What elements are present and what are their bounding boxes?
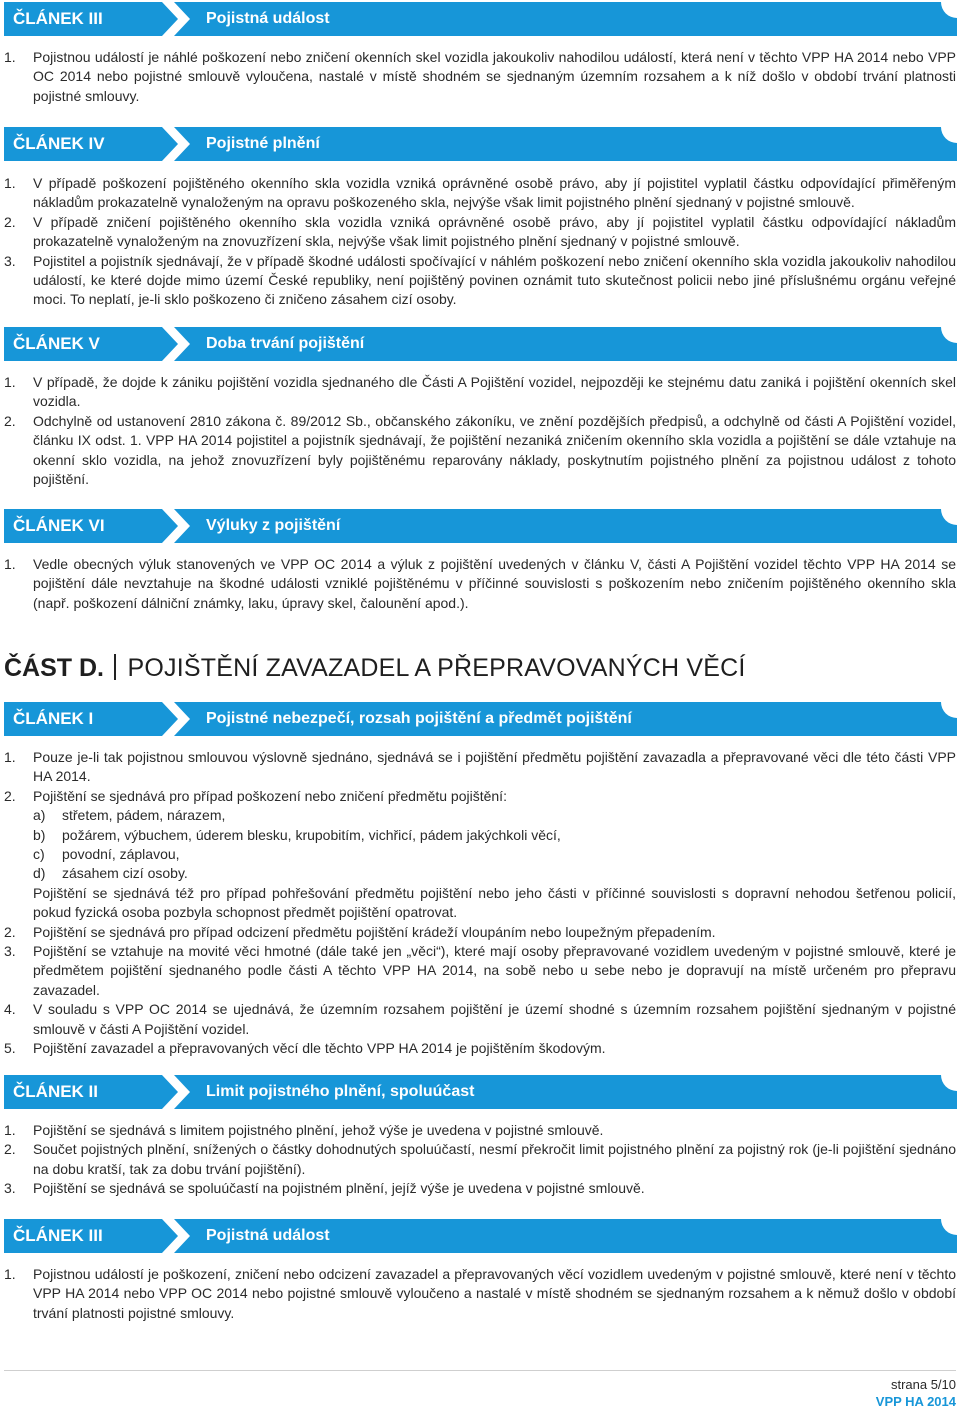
article-label: ČLÁNEK III xyxy=(13,9,103,28)
item-text: Pojištění zavazadel a přepravovaných věcí dle těchto VPP HA 2014 je pojištěním škodovým. xyxy=(33,1040,606,1057)
header-corner xyxy=(941,702,957,718)
item-text: Vedle obecných výluk stanovených ve VPP OC 2014 a výluk z pojištění uvedených v článku V, části A Pojištění vozidel těchto VPP HA 2014 se pojištění dále nevztahuje na škodné události vzniklé pojištěnému v příčinné souvislosti s poškozením nebo zničením pojištěného okenního skla (např. poškození dálniční známky, laku, úpravy skel, čalounění apod.). xyxy=(33,556,956,611)
item-text: Pojištění se sjednává s limitem pojistného plnění, jehož výše je uvedena v pojistné smlouvě. xyxy=(33,1122,604,1138)
sub-item-text: požárem, výbuchem, úderem blesku, krupobitím, vichřicí, pádem jakýchkoli věcí, xyxy=(62,826,561,843)
article-label: ČLÁNEK I xyxy=(13,709,94,728)
item-text: Pojistnou událostí je poškození, zničení nebo odcizení zavazadel a přepravovaných věcí vozidlem uvedeným v pojistné smlouvě, které není v těchto VPP HA 2014 nebo VPP OC 2014 nebo pojistné smlouvě vyloučeno a nastalé v místě shodném se sjednaným rozsahem a k němuž došlo v období trvání platnosti pojistné smlouvy. xyxy=(33,1266,956,1321)
paragraph-note: Pojištění se sjednává též pro případ pohřešování předmětu pojištění nebo jeho části v příčinné souvislosti s dopravní nehodou šetřenou policií, pokud fyzická osoba pozbyla schopnost předmět pojištění opatrovat. xyxy=(33,884,956,921)
chevron-separator-icon xyxy=(162,1219,192,1253)
sub-item xyxy=(4,806,956,825)
item-text: V případě poškození pojištěného okenního skla vozidla vzniká oprávněné osobě právo, aby jí pojistitel vyplatil částku odpovídající přiměřeným nákladům prokazatelně vynaloženým na opravu poškozeného skla, nejvýše však limit pojistného plnění sjednaný v pojistné smlouvě. xyxy=(33,175,956,211)
article-title: Doba trvání pojištění xyxy=(206,335,365,352)
sub-item-text: zásahem cizí osoby. xyxy=(62,865,188,882)
article-label: ČLÁNEK II xyxy=(13,1082,98,1101)
article-body xyxy=(4,555,956,613)
list-item xyxy=(4,373,956,412)
item-text: Součet pojistných plnění, snížených o částky dohodnutých spoluúčastí, nesmí překročit limit pojistného plnění za pojistný rok (je-li pojištění sjednáno na dobu kratší, tak za dobu trvání pojištění). xyxy=(33,1141,956,1177)
list-item xyxy=(4,923,956,942)
article-header xyxy=(4,127,957,161)
header-corner xyxy=(941,127,957,143)
item-number: 4. xyxy=(4,1001,16,1018)
list-item xyxy=(4,174,956,213)
part-title-divider xyxy=(114,654,116,680)
item-number: 2. xyxy=(4,787,16,804)
chevron-separator-icon xyxy=(162,509,192,543)
list-item xyxy=(4,48,956,106)
chevron-separator-icon xyxy=(162,702,192,736)
document-code: VPP HA 2014 xyxy=(875,1394,956,1409)
header-corner xyxy=(941,327,957,343)
list-item xyxy=(4,942,956,1000)
item-number: 1. xyxy=(4,1122,16,1138)
article-header xyxy=(4,702,957,736)
item-number: 3. xyxy=(4,943,16,960)
article-header xyxy=(4,327,957,361)
list-item xyxy=(4,1039,956,1058)
sub-item xyxy=(4,864,956,883)
item-text: V případě, že dojde k zániku pojištění vozidla sjednaného dle Části A Pojištění vozidel, nejpozději ke stejnému datu zaniká i pojištění okenních skel vozidla. xyxy=(33,374,956,410)
list-item xyxy=(4,748,956,787)
list-item xyxy=(4,252,956,310)
list-item xyxy=(4,213,956,252)
chevron-separator-icon xyxy=(162,327,192,361)
item-number: 1. xyxy=(4,1266,16,1282)
chevron-separator-icon xyxy=(162,2,192,36)
item-number: 2. xyxy=(4,923,16,940)
article-body xyxy=(4,1265,956,1323)
article-label: ČLÁNEK III xyxy=(13,1226,103,1245)
article-header xyxy=(4,1219,957,1253)
article-header xyxy=(4,1075,957,1109)
list-item xyxy=(4,555,956,613)
article-body xyxy=(4,1121,956,1199)
item-text: Pojistnou událostí je náhlé poškození nebo zničení okenních skel vozidla jakoukoliv nahodilou událostí, která není v těchto VPP HA 2014 nebo VPP OC 2014 nebo pojistné smlouvě vyloučena, nastalé v místě shodném se sjednaným územním rozsahem a k níž došlo v období trvání platnosti pojistné smlouvy. xyxy=(33,49,956,104)
article-body xyxy=(4,373,956,489)
item-number: 5. xyxy=(4,1040,16,1057)
article-title: Pojistné plnění xyxy=(206,135,320,152)
item-text: Pojištění se sjednává pro případ odcizení předmětu pojištění krádeží vloupáním nebo loupežným přepadením. xyxy=(33,923,716,940)
part-prefix: ČÁST D. xyxy=(4,654,104,682)
article-header xyxy=(4,509,957,543)
chevron-separator-icon xyxy=(162,1075,192,1109)
list-item xyxy=(4,787,956,806)
chevron-separator-icon xyxy=(162,127,192,161)
part-heading: POJIŠTĚNÍ ZAVAZADEL A PŘEPRAVOVANÝCH VĚCÍ xyxy=(127,654,746,682)
sub-item-text: střetem, pádem, nárazem, xyxy=(62,807,226,824)
header-corner xyxy=(941,1075,957,1091)
article-label: ČLÁNEK V xyxy=(13,334,100,353)
list-item xyxy=(4,1000,956,1039)
article-title: Výluky z pojištění xyxy=(206,517,341,534)
item-number: 1. xyxy=(4,49,16,65)
article-title: Pojistná událost xyxy=(206,10,330,27)
sub-item-letter: a) xyxy=(33,807,46,824)
article-label: ČLÁNEK IV xyxy=(13,134,105,153)
list-item xyxy=(4,1140,956,1179)
item-text: Odchylně od ustanovení 2810 zákona č. 89/2012 Sb., občanského zákoníku, ve znění pozdějších předpisů, a odchylně od části A Pojištění vozidel, článku IX odst. 1. VPP HA 2014 pojistitel a pojistník sjednávají, že pojištění nezaniká zničením okenního skla vozidla a pojištění se dále vztahuje na okenní sklo vozidla, na jehož znovuzřízení byly pojištěnému reparovány náklady, poskytnutím pojistného plnění za pojistnou událost z tohoto pojištění. xyxy=(33,412,956,488)
article-label: ČLÁNEK VI xyxy=(13,516,105,535)
item-number: 2. xyxy=(4,1141,16,1158)
sub-item xyxy=(4,826,956,845)
item-text: V souladu s VPP OC 2014 se ujednává, že územním rozsahem pojištění je území shodné s územním rozsahem pojištění sjednaným v pojistné smlouvě v části A Pojištění vozidel. xyxy=(33,1001,956,1037)
item-number: 3. xyxy=(4,252,16,269)
list-item xyxy=(4,1121,956,1140)
item-number: 1. xyxy=(4,556,16,572)
article-title: Limit pojistného plnění, spoluúčast xyxy=(206,1083,475,1100)
item-text: Pojištění se sjednává se spoluúčastí na pojistném plnění, jejíž výše je uvedena v pojistné smlouvě. xyxy=(33,1180,645,1197)
item-text: V případě zničení pojištěného okenního skla vozidla vzniká oprávněné osobě právo, aby jí pojistitel vyplatil částku odpovídající nákladům prokazatelně vynaloženým na znovuzřízení skla, nejvýše však limit pojistného plnění sjednaný v pojistné smlouvě. xyxy=(33,213,956,250)
sub-item-letter: b) xyxy=(33,826,46,843)
sub-item xyxy=(4,845,956,864)
part-title xyxy=(4,652,746,684)
item-number: 1. xyxy=(4,374,16,390)
item-text: Pojistitel a pojistník sjednávají, že v případě škodné události spočívající v náhlém poškození nebo zničení okenního skla vozidla jakoukoliv nahodilou událostí, ke které dojde mimo území České republiky, není pojištěný povinen oznámit tuto skutečnost policii nebo jiné příslušnému orgánu veřejné moci. To neplatí, je-li sklo poškozeno či zničeno zásahem cizí osoby. xyxy=(33,252,956,308)
page-number: strana 5/10 xyxy=(890,1377,956,1392)
header-corner xyxy=(941,1219,957,1235)
item-text: Pojištění se vztahuje na movité věci hmotné (dále také jen „věci“), které mají osoby přepravované vozidlem uvedeným v pojistné smlouvě, které je předmětem pojištění sjednaného podle části A těchto VPP HA 2014, na sobě nebo u sebe nebo je dopravují na místě určeném pro přepravu zavazadel. xyxy=(33,943,956,998)
header-corner xyxy=(941,2,957,18)
item-text: Pouze je-li tak pojistnou smlouvou výslovně sjednáno, sjednává se i pojištění předmětu pojištění zavazadla a přepravované věci dle této části VPP HA 2014. xyxy=(33,749,956,785)
list-item xyxy=(4,1265,956,1323)
article-body xyxy=(4,748,956,1059)
article-title: Pojistné nebezpečí, rozsah pojištění a předmět pojištění xyxy=(206,710,632,727)
sub-item-letter: c) xyxy=(33,846,45,863)
item-text: Pojištění se sjednává pro případ poškození nebo zničení předmětu pojištění: xyxy=(33,787,507,804)
item-number: 1. xyxy=(4,175,16,191)
list-item xyxy=(4,412,956,490)
article-header xyxy=(4,2,957,36)
header-corner xyxy=(941,509,957,525)
item-number: 2. xyxy=(4,412,16,429)
footer-divider xyxy=(4,1370,956,1371)
sub-item-text: povodní, záplavou, xyxy=(62,846,180,863)
item-number: 1. xyxy=(4,749,16,765)
item-number: 3. xyxy=(4,1180,16,1197)
article-title: Pojistná událost xyxy=(206,1227,330,1244)
item-number: 2. xyxy=(4,213,16,230)
article-body xyxy=(4,48,956,106)
list-item xyxy=(4,1179,956,1198)
article-body xyxy=(4,174,956,310)
sub-item-letter: d) xyxy=(33,865,46,882)
